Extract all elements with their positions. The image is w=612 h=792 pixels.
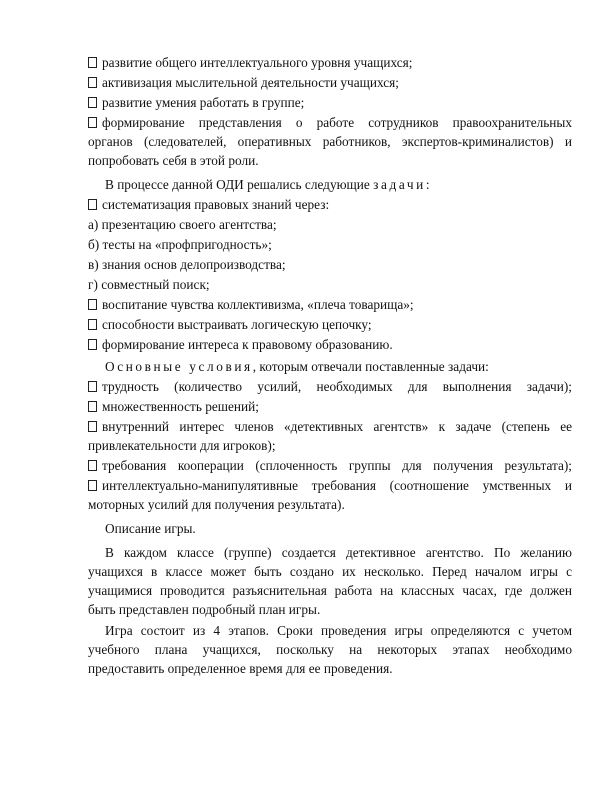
square-bullet-icon bbox=[88, 401, 97, 412]
text-line: попробовать себя в этой роли. bbox=[88, 153, 259, 168]
bullet-line: трудность (количество усилий, необходимых для выполнения задачи); bbox=[88, 378, 572, 396]
text-line: привлекательности для игроков); bbox=[88, 438, 276, 453]
square-bullet-icon bbox=[88, 319, 97, 330]
conditions-word: Основные условия bbox=[105, 359, 253, 374]
square-bullet-icon bbox=[88, 299, 97, 310]
bullet-line: воспитание чувства коллективизма, «плеча товарища»; bbox=[88, 296, 572, 314]
bullet-line: формирование интереса к правовому образованию. bbox=[88, 336, 572, 354]
square-bullet-icon bbox=[88, 97, 97, 108]
tasks-word: задачи: bbox=[373, 177, 433, 192]
bullet-line: активизация мыслительной деятельности учащихся; bbox=[88, 74, 572, 92]
bullet-line: развитие общего интеллектуального уровня учащихся; bbox=[88, 54, 572, 72]
tasks-heading: В процессе данной ОДИ решались следующие задачи: bbox=[105, 177, 433, 192]
bullet-line: множественность решений; bbox=[88, 398, 572, 416]
list-item: г) совместный поиск; bbox=[88, 277, 210, 292]
text-line: быть представлен подробный план игры. bbox=[88, 602, 321, 617]
bullet-line: требования кооперации (сплоченность группы для получения результата); bbox=[88, 457, 572, 475]
bullet-line: систематизация правовых знаний через: bbox=[88, 196, 572, 214]
bullet-line: развитие умения работать в группе; bbox=[88, 94, 572, 112]
bullet-line: способности выстраивать логическую цепочку; bbox=[88, 316, 572, 334]
square-bullet-icon bbox=[88, 199, 97, 210]
text-line: В каждом классе (группе) создается детективное агентство. По желанию bbox=[105, 545, 572, 560]
text-line: учебного плана учащихся, поскольку на некоторых этапах необходимо bbox=[88, 642, 572, 657]
text-line: учащихся в классе может быть создано их несколько. Перед началом игры с bbox=[88, 564, 572, 579]
list-item: б) тесты на «профпригодность»; bbox=[88, 237, 272, 252]
list-item: а) презентацию своего агентства; bbox=[88, 217, 277, 232]
square-bullet-icon bbox=[88, 460, 97, 471]
section-heading: Описание игры. bbox=[105, 521, 196, 536]
square-bullet-icon bbox=[88, 381, 97, 392]
text-line: учащимися проводится разъяснительная работа на классных часах, где должен bbox=[88, 583, 572, 598]
conditions-heading: Основные условия, которым отвечали поставленные задачи: bbox=[105, 359, 489, 374]
square-bullet-icon bbox=[88, 77, 97, 88]
square-bullet-icon bbox=[88, 57, 97, 68]
text-line: моторных усилий для получения результата). bbox=[88, 497, 345, 512]
text-line: органов (следователей, оперативных работников, экспертов-криминалистов) и bbox=[88, 134, 572, 149]
bullet-line: внутренний интерес членов «детективных агентств» к задаче (степень ее bbox=[88, 418, 572, 436]
text-line: Игра состоит из 4 этапов. Сроки проведения игры определяются с учетом bbox=[105, 623, 572, 638]
square-bullet-icon bbox=[88, 339, 97, 350]
text-line: предоставить определенное время для ее проведения. bbox=[88, 661, 393, 676]
square-bullet-icon bbox=[88, 480, 97, 491]
square-bullet-icon bbox=[88, 117, 97, 128]
bullet-line: интеллектуально-манипулятивные требования (соотношение умственных и bbox=[88, 477, 572, 495]
list-item: в) знания основ делопроизводства; bbox=[88, 257, 286, 272]
square-bullet-icon bbox=[88, 421, 97, 432]
bullet-line: формирование представления о работе сотрудников правоохранительных bbox=[88, 114, 572, 132]
